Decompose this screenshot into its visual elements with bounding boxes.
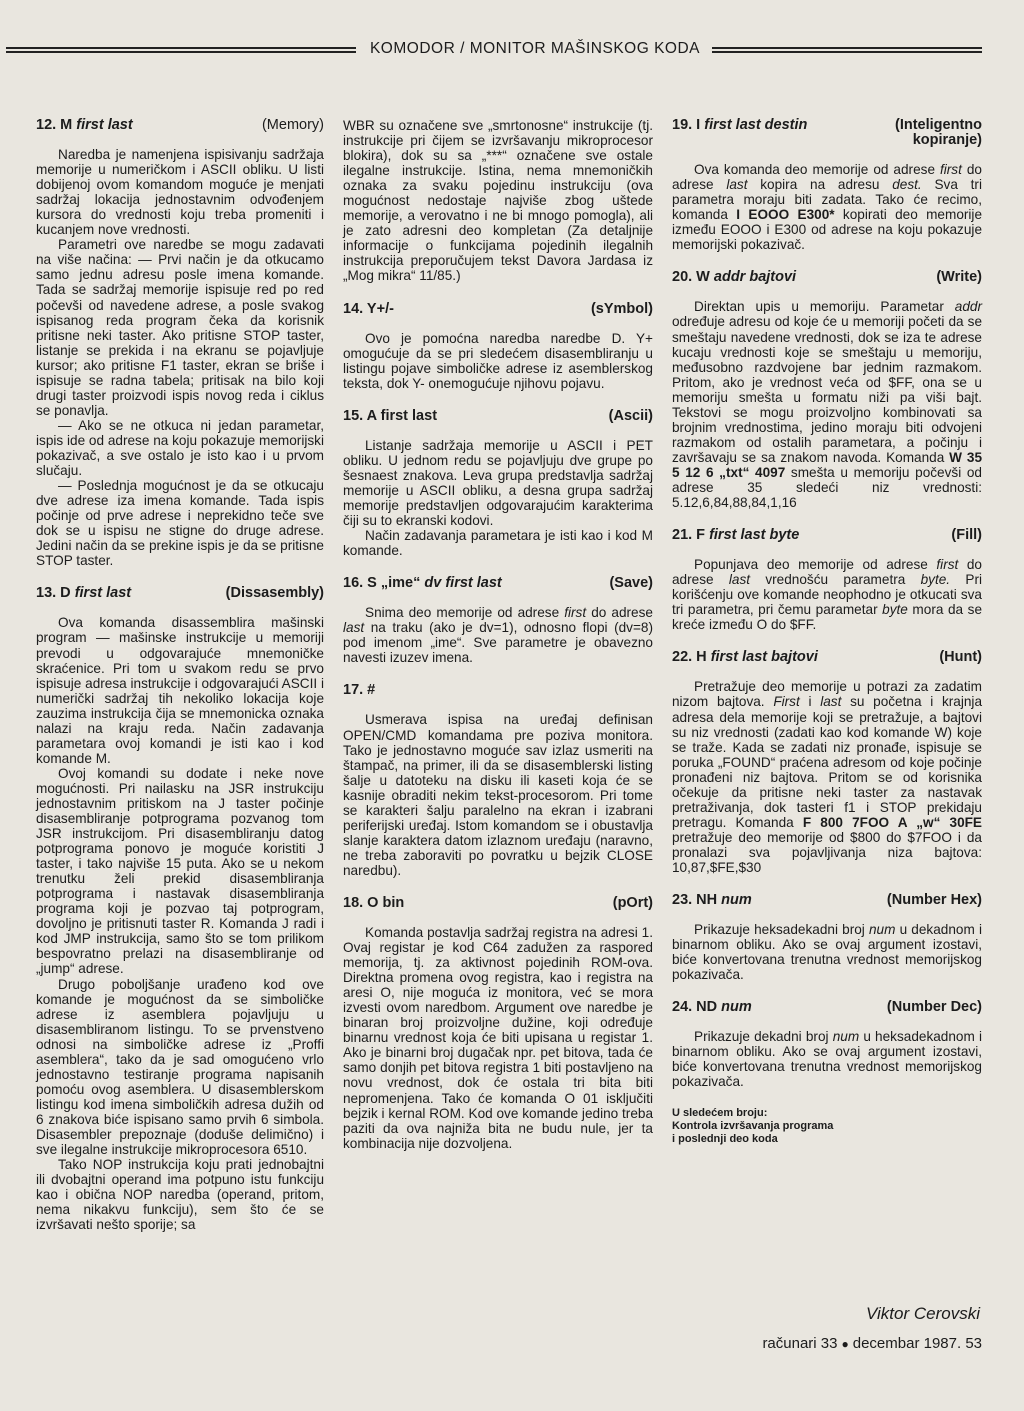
section-args: num	[721, 892, 752, 909]
note-line: U sledećem broju:	[672, 1107, 768, 1120]
section-args: first last bajtovi	[710, 649, 818, 666]
paragraph: Prikazuje dekadni broj num u heksadekadnom i binarnom obliku. Ako se ovaj argument izostavi, biće konvertovana trenutna vrednost memorijskog pokazivača.	[672, 1029, 982, 1090]
section-command-name: (Hunt)	[939, 649, 982, 666]
section-number: 15. A first last	[343, 407, 438, 424]
paragraph: Ova komanda disassemblira mašinski program — mašinske instrukcije u memoriji prevodi u odgovarajuće mnemoničke skraćenice. Pri tom u svakom redu se prvo ispisuje adresa instrukcije i odgovarajući ASCII i numerički sadržaj tih nekoliko lokacija koje zauzima instrukcija čija se mnemonicka oznaka nalazi na kraju reda. Način zadavanja parametara ovoj komandi je isti kao i kod komande M.	[36, 615, 324, 766]
section-17	[343, 683, 653, 878]
section-number: 19. I	[672, 117, 701, 133]
header-rule-left	[6, 47, 356, 53]
paragraph: Direktan upis u memoriju. Parametar addr određuje adresu od koje će u memoriji početi da se smeštaju navedene vrednosti, dok se iza te adrese kucaju vrednosti koje se smeštaju u memoriju, međusobno razdvojene bar jednim razmakom. Pritom, ako je vrednost veća od $FF, ona se u memoriju smešta u formatu niži pa viši bajt. Tekstovi se mogu proizvoljno kombinovati sa brojnim vrednostima, jedino moraju biti odvojeni razmakom od ostalih parametara, a počinju i završavaju se sa znakom navoda. Komanda W 35 5 12 6 „txt“ 4097 smešta u memoriju počevši od adrese 35 sledeći niz vrednosti: 5.12,6,84,88,84,1,16	[672, 299, 983, 511]
paragraph: — Ako se ne otkuca ni jedan parametar, ispis ide od adrese na koju pokazuje memorijski pokazivač, a sve ostalo je isto kao i u prvom slučaju.	[36, 417, 324, 479]
section-number: 14. Y+/-	[343, 300, 394, 317]
section-number: 12. M	[36, 117, 73, 133]
paragraph: Tako NOP instrukcija koju prati jednobajtni ili dvobajtni operand ima potpuno istu funkciju kao i obična NOP naredba (operand, pritom, nema nikakvu funkciju), sem što će se izvršavati nešto sporije; sa	[36, 1157, 324, 1233]
magazine-issue: računari 33	[762, 1335, 838, 1352]
note-line: i poslednji deo koda	[672, 1133, 778, 1146]
section-number: 16. S „ime“	[343, 575, 421, 592]
section-heading	[36, 118, 324, 133]
section-13	[36, 586, 324, 1232]
section-heading	[672, 1000, 982, 1015]
paragraph: Listanje sadržaja memorije u ASCII i PET obliku. U jednom redu se pojavljuju dve grupe po šesnaest znakova. Leva grupa predstavlja sadržaj memorije u ASCII obliku, a desna grupa sadržaj memorije predstavljen odgovarajućim karakterima čiji su to ekranski kodovi.	[343, 437, 653, 529]
section-command-name: (Fill)	[951, 527, 982, 544]
section-number: 24. ND	[672, 999, 718, 1016]
section-15	[343, 409, 653, 558]
section-heading	[343, 302, 653, 317]
section-20	[672, 270, 982, 510]
paragraph: Komanda postavlja sadržaj registra na adresi 1. Ovaj registar je kod C64 zadužen za raspored memorija, tj. za aktivnost pojedinih ROM-ova. Direktna promena ovog registra, kao i registra na aresi O, nije moguća iz monitora, već se mora izvesti ovom naredbom. Argument ove naredbe je binaran broj proizvoljne dužine, koji određuje binarnu vrednost koja će biti upisana u registar 1. Ako je binarni broj dugačak npr. pet bitova, tada će samo donjih pet bitova registra 1 biti postavljeno na novu vrednost, dok će ostala tri bita biti nepromenjena. Tako će komanda O 01 isključiti bejzik i kernal ROM. Kod ove komande jedino treba paziti da ova najniža bita ne budu nule, jer ta kombinacija nije dozvoljena.	[343, 925, 653, 1151]
section-number: 23. NH	[672, 892, 718, 909]
header-title: KOMODOR / MONITOR MAŠINSKOG KODA	[369, 40, 701, 57]
section-number: 20. W	[672, 269, 710, 286]
column-1	[36, 118, 324, 1250]
section-heading	[672, 528, 982, 543]
paragraph: Drugo poboljšanje urađeno kod ove komande je mogućnost da se simboličke adrese iz asemblera pojavljuju u disasembliranom listingu. To se prvenstveno odnosi na simboličke adrese iz „Proffi asemblera“, tako da je sad omogućeno vrlo jednostavno testiranje programa napisanih pomoću ovog asemblera. U disasemblerskom listingu kod imena simboličkih adresa dužih od 6 znakova biće ispisano samo prvih 6 simbola. Disasembler prepoznaje (doduše delimično) i sve ilegalne instrukcije mikroprocesora 6510.	[36, 976, 324, 1158]
section-args: first last destin	[704, 117, 808, 133]
section-heading	[672, 893, 982, 908]
paragraph: Snima deo memorije od adrese first do adrese last na traku (ako je dv=1), odnosno flopi (dv=8) pod imenom „ime“. Sve parametre je obavezno navesti izuzev imena.	[343, 605, 653, 666]
next-issue-note	[672, 1107, 852, 1146]
paragraph: Ovo je pomoćna naredba naredbe D. Y+ omogućuje da se pri sledećem disasembliranju u listingu pojave simboličke adrese iz asemblerskog teksta, dok Y- onemogućuje njihovu pojavu.	[343, 330, 653, 391]
page-header	[0, 40, 1024, 66]
section-21	[672, 528, 982, 632]
paragraph: Pretražuje deo memorije u potrazi za zadatim nizom bajtova. First i last su početna i krajnja adresa dela memorije koji se pretražuje, a bajtovi su niz vrednosti (zadati kao kod komande W) koje se traže. Kada se zadati niz pronađe, ispisuje se poruka „FOUND“ praćena adresom od koje počinje pronađeni niz bajtova. Pritom se od korisnika očekuje da pritisne neki taster za nastavak pretraživanja, dok tasteri f1 i STOP prekidaju pretragu. Komanda F 800 7FOO A „w“ 30FE pretražuje deo memorije od $800 do $7FOO i da pronalazi sva pojavljivanja niza bajtova: 10,87,$FE,$30	[672, 679, 983, 875]
paragraph: Ovoj komandi su dodate i neke nove mogućnosti. Pri nailasku na JSR instrukciju jednostavnim pritiskom na J taster počinje disasembliranje potprograma pozvanog tom JSR instrukcijom. Pri disasembliranju datog potprograma ponovo je moguće koristiti J taster, i tako najviše 15 puta. Ako se u nekom trenutku želi prekid disasembliranja potprograma i nastavak disasembliranja programa koji je pozvao taj potprogram, dovoljno je pritisnuti taster R. Komanda J radi i kod JMP instrukcija, samo što se tom prilikom bespovratno prelazi na disasembliranje od „jump“ adrese.	[36, 765, 324, 977]
section-heading	[672, 118, 982, 148]
note-line: Kontrola izvršavanja programa	[672, 1120, 834, 1133]
section-command-name: (Dissasembly)	[225, 585, 324, 602]
section-24	[672, 1000, 982, 1089]
section-args: num	[721, 999, 752, 1016]
section-args: addr bajtovi	[713, 269, 797, 286]
section-19	[672, 118, 982, 252]
section-heading	[343, 409, 653, 424]
paragraph: Ova komanda deo memorije od adrese first do adrese last kopira na adresu dest. Sva tri parametra moraju biti zadata. Tako će recimo, komanda I EOOO E300* kopirati deo memorije između EOOO i E300 od adrese na koju pokazuje memorijski pokazivač.	[672, 162, 983, 253]
section-command-name: (pOrt)	[612, 894, 653, 911]
section-command-name: (Ascii)	[608, 407, 653, 424]
section-14	[343, 302, 653, 391]
section-args: first last	[74, 585, 132, 602]
section-number: 22. H	[672, 649, 707, 666]
paragraph: WBR su označene sve „smrtonosne“ instrukcije (tj. instrukcije pri čijem se izvršavanju mikroprocesor blokira), dok su sa „***“ označene sve ostale ilegalne instrukcije. Istina, nema mnemoničkih oznaka za svaku pojedinu instrukciju (ova mogućnost nedostaje najviše zbog uštede memorije, a verovatno i ne bi mnogo pomogla), ali je zato adresni deo kompletan (Za detaljnije informacije o funkcijama pojedinih ilegalnih instrukcija preporučujem tekst Davora Jardasa iz „Mog mikra“ 11/85.)	[343, 118, 653, 284]
section-args: first last byte	[709, 527, 800, 544]
section-heading	[36, 586, 324, 601]
section-22	[672, 650, 982, 875]
section-13-continued	[343, 118, 653, 284]
paragraph: Usmerava ispisa na uređaj definisan OPEN/CMD komandama pre poziva monitora. Tako je jednostavno moguće sav izlaz usmeriti na štampač, na primer, ili da se disasemblerski listing šalje u datoteku na disku ili kaseti koja će se kasnije obraditi nekim tekst-procesorom. Pri tome se karakteri šalju paralelno na ekran i izabrani periferijski uređaj. Istom komandom se i obustavlja slanje karaktera datom izlaznom uređaju (naravno, ne treba zaboraviti po povratku u bejzik CLOSE naredbu).	[343, 712, 653, 878]
section-command-name: (Save)	[609, 575, 653, 592]
header-rule-right	[712, 47, 982, 53]
section-number: 13. D	[36, 585, 71, 602]
section-command-name: (Inteligentno kopiranje)	[895, 117, 982, 149]
section-heading	[343, 896, 653, 911]
section-number: 18. O bin	[343, 894, 405, 911]
author-signature: Viktor Cerovski	[866, 1304, 980, 1323]
issue-date: decembar 1987.	[852, 1335, 962, 1352]
section-heading	[672, 270, 982, 285]
section-command-name: (sYmbol)	[590, 300, 653, 317]
section-args: first last	[76, 117, 133, 133]
column-3	[672, 118, 982, 1146]
section-18	[343, 896, 653, 1151]
section-heading	[343, 576, 653, 591]
section-args: dv first last	[424, 575, 502, 592]
paragraph: Naredba je namenjena ispisivanju sadržaja memorije u numeričkom i ASCII obliku. U listi dobijenoj ovom komandom moguće je menjati sadržaj lokacija jednostavnim odvođenjem kursora do vrednosti koju treba promeniti i kucanjem nove vrednosti.	[36, 147, 324, 238]
section-command-name: (Number Dec)	[886, 999, 982, 1016]
column-2	[343, 118, 653, 1169]
section-heading	[343, 683, 653, 698]
paragraph: — Poslednja mogućnost je da se otkucaju dve adrese iza imena komande. Tada ispis počinje od prve adrese i neprekidno teče sve dok se u ispisu ne stigne do druge adrese. Jedini način da se prekine ispis je da se pritisne STOP taster.	[36, 478, 324, 569]
section-number: 17. #	[343, 682, 376, 699]
section-command-name: (Number Hex)	[886, 892, 982, 909]
section-23	[672, 893, 982, 982]
section-heading	[672, 650, 982, 665]
paragraph: Popunjava deo memorije od adrese first do adrese last vrednošću parametra byte. Pri korišćenju ove komande neophodno je otkucati sva tri parametra, pri čemu parametar byte mora da se kreće između O do $FF.	[672, 557, 983, 633]
page-number: 53	[965, 1335, 982, 1352]
paragraph: Parametri ove naredbe se mogu zadavati na više načina: — Prvi način je da otkucamo samo jednu adresu posle imena komande. Tada se sadržaj memorije ispisuje red po red počevši od navedene adrese, a posle svakog ispisanog reda program čeka da korisnik pritisne neki taster. Ako pritisne STOP taster, listanje se prekida i na ekranu se pojavljuje kursor; ako pritisne F1 taster, ekran se briše i ispisuje se radna tabela; pritisak na bilo koji drugi taster proizvodi ispis novog reda i ciklus se ponavlja.	[36, 237, 324, 418]
paragraph: Prikazuje heksadekadni broj num u dekadnom i binarnom obliku. Ako se ovaj argument izostavi, biće konvertovana trenutna vrednost memorijskog pokazivača.	[672, 922, 982, 983]
section-16	[343, 576, 653, 665]
section-number: 21. F	[672, 527, 706, 544]
section-command-name: (Memory)	[261, 117, 324, 133]
paragraph: Način zadavanja parametara je isti kao i kod M komande.	[343, 528, 653, 559]
section-12	[36, 118, 324, 568]
section-command-name: (Write)	[936, 269, 982, 286]
bullet-icon: ●	[841, 1337, 849, 1351]
page-footer	[672, 1335, 982, 1352]
